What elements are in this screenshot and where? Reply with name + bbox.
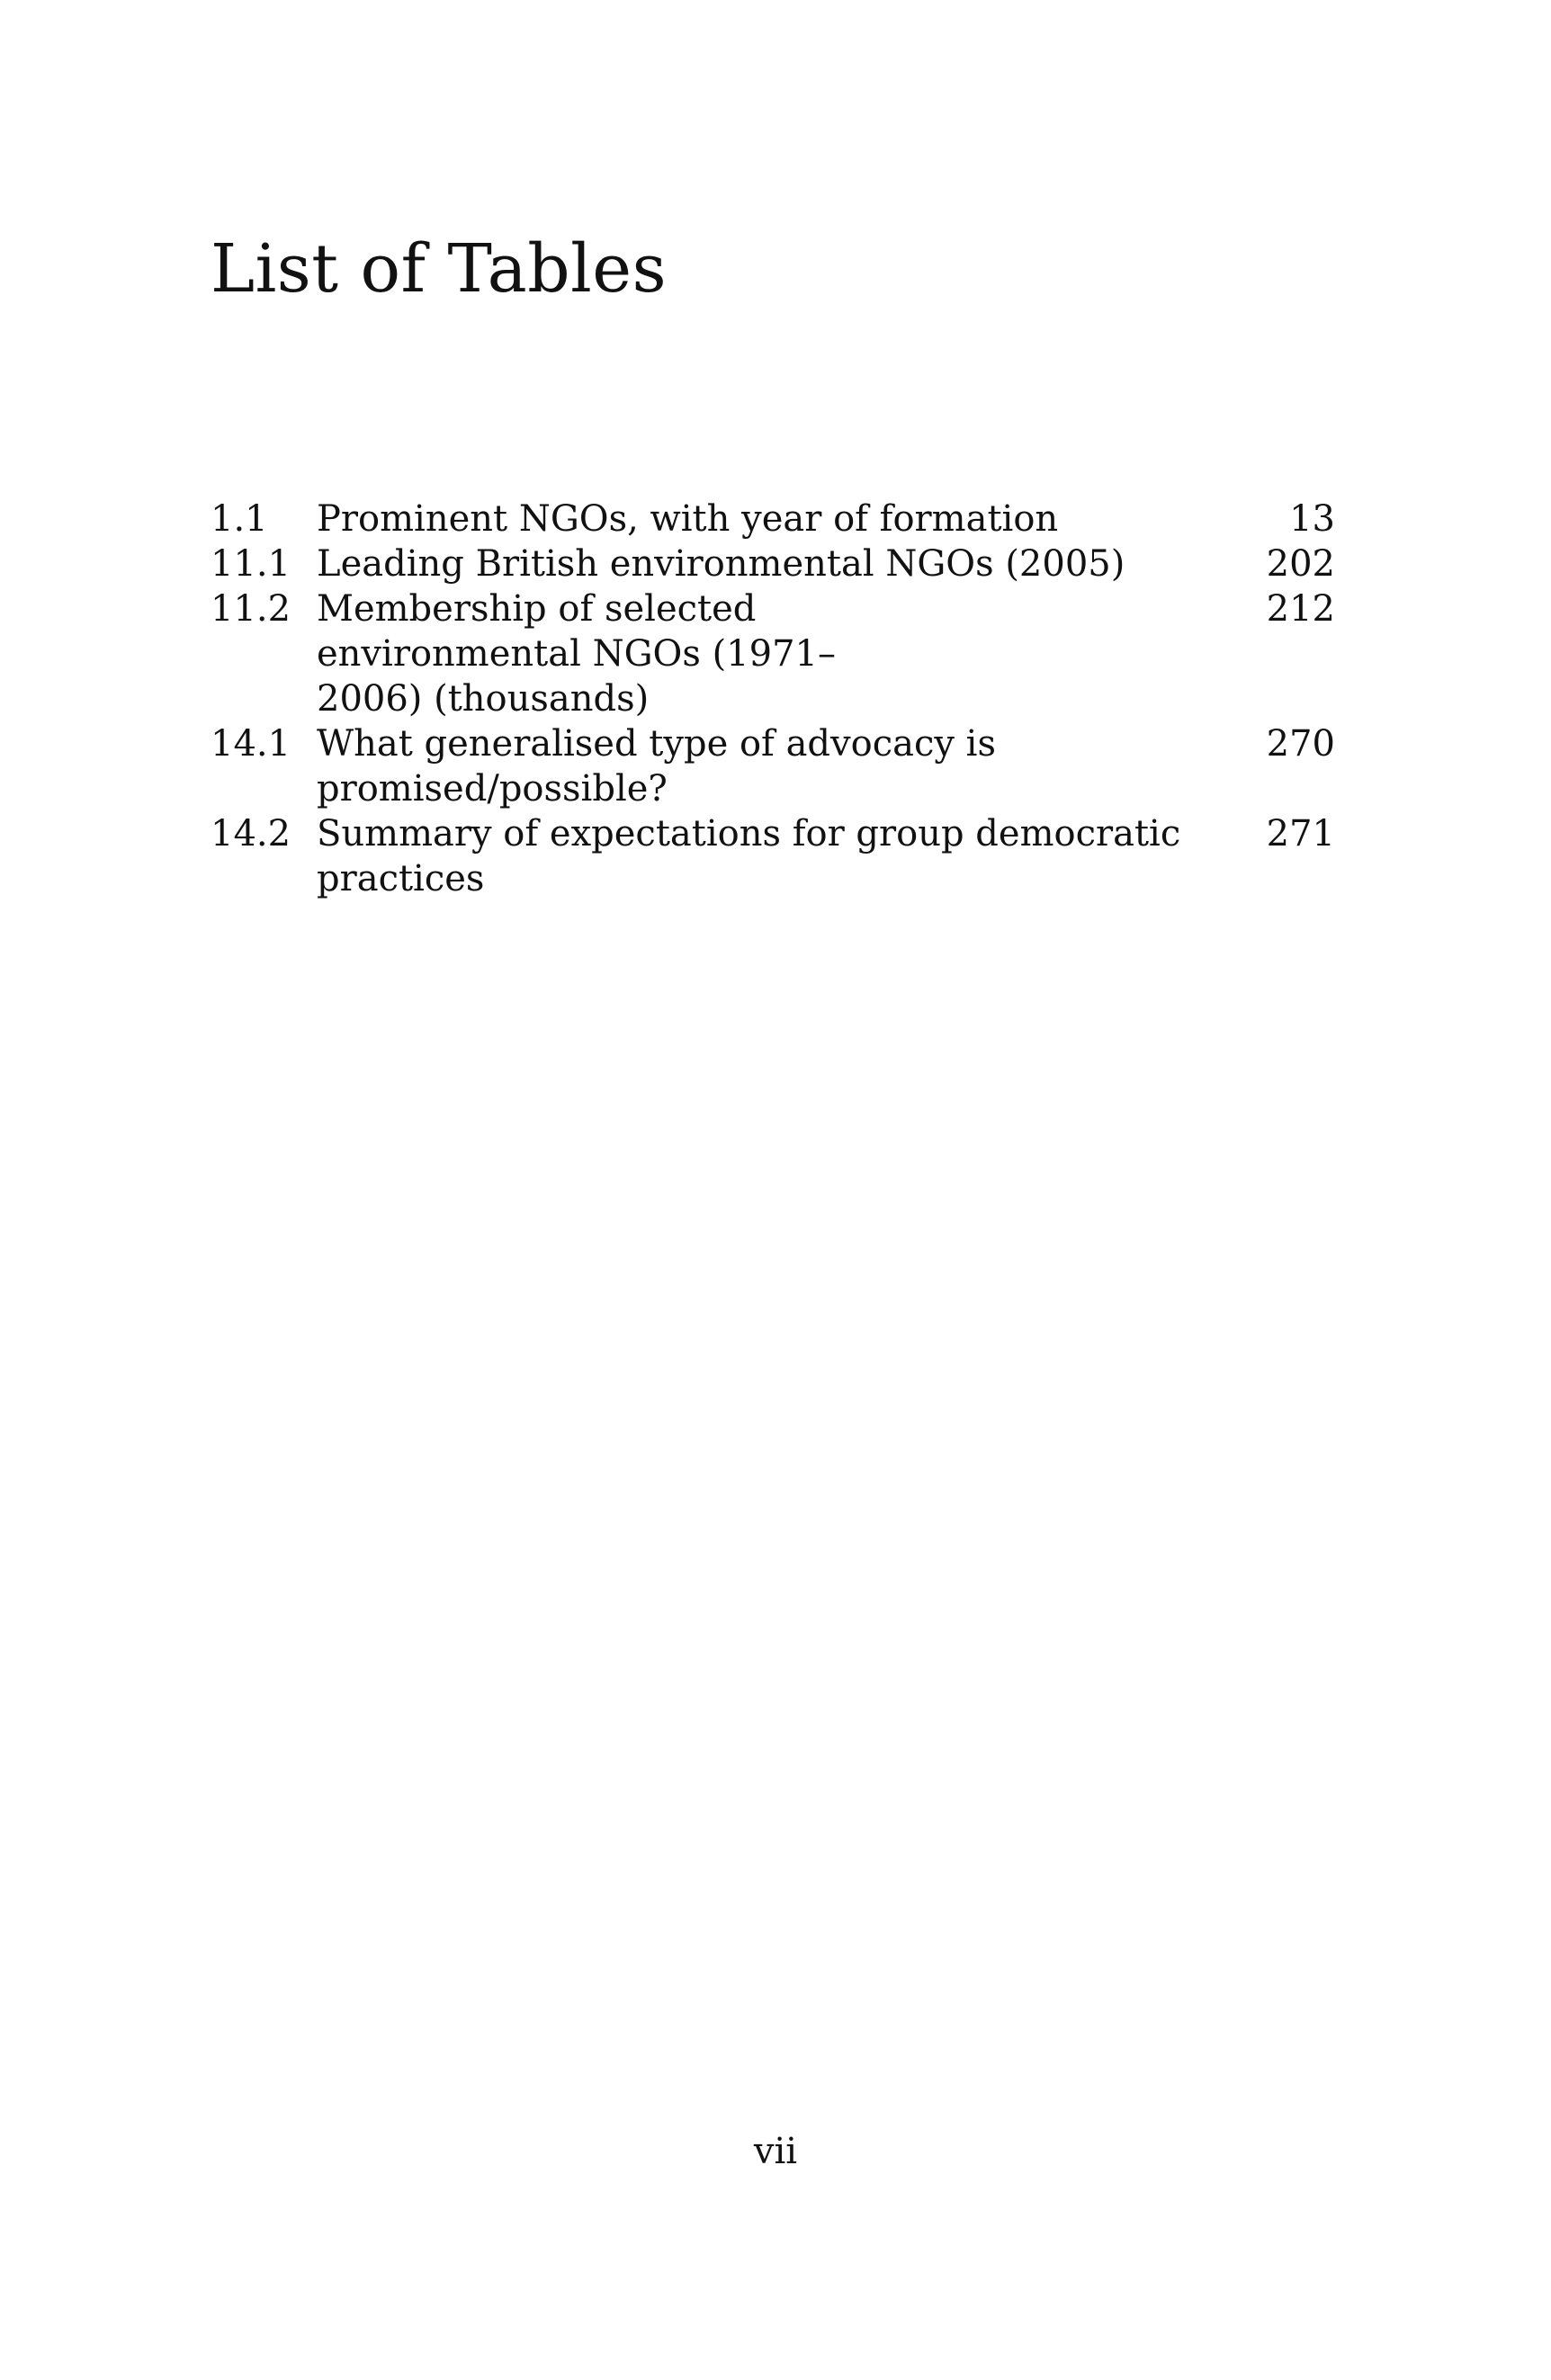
table-title: Summary of expectations for group democratic practices <box>317 813 1181 899</box>
table-title: Prominent NGOs, with year of formation <box>317 498 1059 540</box>
table-title: Leading British environmental NGOs (2005) <box>317 543 1125 585</box>
page-number: 270 <box>1266 723 1335 765</box>
table-entry-11-2 <box>211 586 1335 721</box>
table-title: Membership of selected environmental NGOs (1971–2006) (thousands) <box>317 588 836 720</box>
table-number: 11.1 <box>211 543 291 585</box>
table-entry-1-1 <box>211 497 1335 541</box>
page-number: 202 <box>1266 543 1335 585</box>
page-title: List of Tables <box>211 230 668 308</box>
table-entry-14-1 <box>211 721 1335 811</box>
table-number: 1.1 <box>211 498 268 540</box>
page-number: 271 <box>1266 813 1335 854</box>
table-entry-14-2 <box>211 811 1335 901</box>
table-title: What generalised type of advocacy is promised/possible? <box>317 723 996 810</box>
table-entry-11-1 <box>211 541 1335 586</box>
page-number: 13 <box>1289 498 1335 540</box>
page-number: 212 <box>1266 588 1335 630</box>
table-number: 14.1 <box>211 723 291 765</box>
page-folio: vii <box>753 2131 798 2172</box>
table-number: 14.2 <box>211 813 291 854</box>
table-number: 11.2 <box>211 588 291 630</box>
list-of-tables <box>211 497 1335 901</box>
